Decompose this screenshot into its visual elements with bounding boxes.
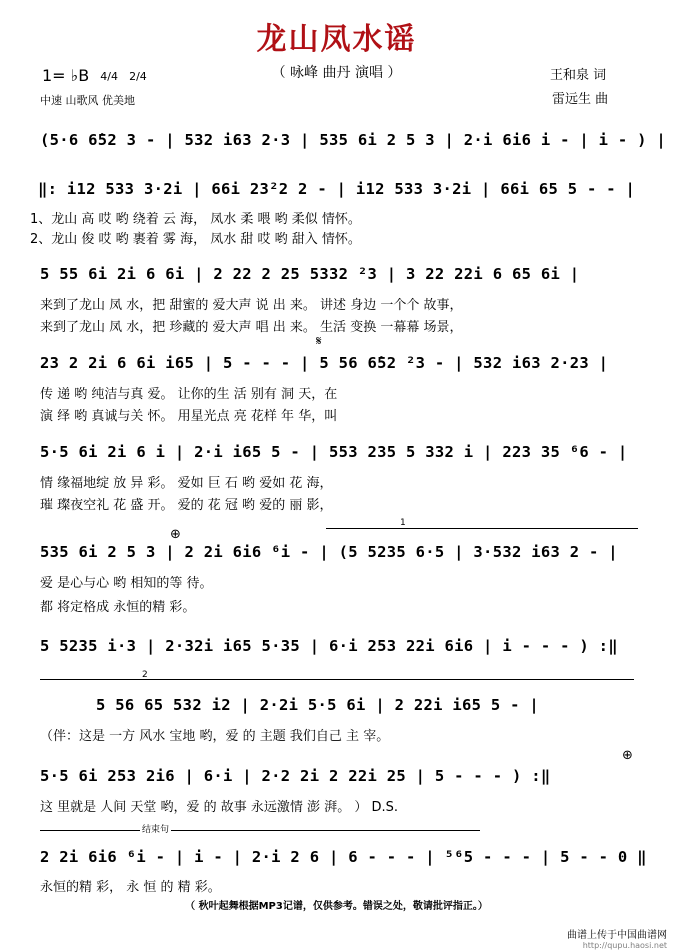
ending-label: 结束句: [140, 822, 171, 835]
coda-mark-2: ⊕: [622, 748, 633, 763]
notation-row-4: 5·5 6i 2i 6 i | 2·i i65 5 - | 553 235 5 332 i | 223 35 ⁶6 - |: [40, 443, 628, 461]
lyricist-credit: 王和泉 词: [550, 68, 607, 83]
notation-row-6: 5 5235 i·3 | 2·32i i65 5·35 | 6·i 253 22i 6i6 | i - - - ) :‖: [40, 637, 618, 655]
lyric-row-4-verse-1: 情 缘福地绽 放 异 彩。 爱如 巨 石 哟 爱如 花 海，: [40, 476, 333, 491]
composer-credit: 雷远生 曲: [552, 92, 609, 107]
volta-1-number: 1: [400, 518, 406, 528]
lyric-row-4-verse-2: 璀 璨夜空礼 花 盛 开。 爱的 花 冠 哟 爱的 丽 影，: [40, 498, 333, 513]
notation-row-intro: (5·6 6̇52 3 - | 532 i63 2·3 | 535 6i 2 5 3 | 2·i 6i6 i - | i - ) |: [40, 131, 667, 149]
lyric-row-1-verse-2: 2、龙山 俊 哎 哟 裹着 雾 海， 凤水 甜 哎 哟 甜入 情怀。: [30, 232, 361, 247]
notation-row-3: 23 2 2i 6 6i i65 | 5 - - - | 5 56 6̇52 ²3 - | 532 i63 2·23 |: [40, 354, 609, 372]
volta-2-number: 2: [142, 670, 148, 680]
song-title: 龙山凤水谣: [256, 22, 417, 57]
notation-row-1: ‖: i12 533 3·2i | 66i 23²2 2 - | i12 533 3·2i | 66i 65 5 - - |: [38, 180, 636, 198]
lyric-row-9: 永恒的精 彩， 永 恒 的 精 彩。: [40, 880, 221, 895]
key-label: 1= ♭B: [42, 66, 90, 85]
upload-text: 曲谱上传于中国曲谱网: [567, 930, 667, 941]
lyric-row-5-verse-1: 爱 是心与心 哟 相知的等 待。: [40, 576, 213, 591]
lyric-row-2-verse-1: 来到了龙山 凤 水，把 甜蜜的 爱大声 说 出 来。 讲述 身边 一个个 故事，: [40, 298, 463, 313]
upload-credit: [567, 926, 667, 950]
time-signature-a: 4/4: [100, 69, 118, 83]
volta-1-bracket: [326, 528, 638, 529]
coda-mark: ⊕: [170, 527, 181, 542]
lyric-row-8: 这 里就是 人间 天堂 哟，爱 的 故事 永远激情 澎 湃。 ） D.S.: [40, 800, 398, 815]
key-signature: [42, 66, 147, 85]
notation-row-9: 2 2i 6i6 ⁶i - | i - | 2·i 2 6 | 6 - - - | ⁵⁶5 - - - | 5 - - 0 ‖: [40, 848, 647, 866]
lyric-row-3-verse-2: 演 绎 哟 真诚与关 怀。 用星光点 亮 花样 年 华，叫: [40, 409, 338, 424]
lyric-row-1-verse-1: 1、龙山 高 哎 哟 绕着 云 海， 凤水 柔 喂 哟 柔似 情怀。: [30, 212, 361, 227]
notation-row-8: 5·5 6i 253 2i6 | 6·i | 2·2 2i 2 22i 25 | 5 - - - ) :‖: [40, 767, 551, 785]
lyric-row-5-verse-2: 都 将定格成 永恒的精 彩。: [40, 600, 196, 615]
ending-bracket: [40, 830, 480, 831]
tempo-marking: 中速 山歌风 优美地: [40, 94, 135, 107]
volta-2-bracket: [40, 679, 634, 680]
time-signature-b: 2/4: [129, 69, 147, 83]
notation-row-7: 5 56 65 532 i2 | 2·2i 5·5 6i | 2 22i i65 5 - |: [96, 696, 540, 714]
notation-row-2: 5 55 6i 2i 6 6i | 2 22 2 25 5332 ²3 | 3 22 22i 6 65 6i |: [40, 265, 580, 283]
upload-url: http://qupu.haosi.net: [582, 941, 667, 950]
lyric-row-7: （伴：这是 一方 风水 宝地 哟，爱 的 主题 我们自己 主 宰。: [40, 729, 390, 744]
notation-row-5: 535 6i 2 5 3 | 2 2i 6i6 ⁶i - | (5 5235 6·5 | 3·532 i63 2 - |: [40, 543, 618, 561]
transcription-note: （ 秋叶起舞根据MP3记谱，仅供参考。错误之处，敬请批评指正。）: [185, 901, 488, 912]
segno-mark: 𝄋: [316, 334, 322, 349]
lyric-row-2-verse-2: 来到了龙山 凤 水，把 珍藏的 爱大声 唱 出 来。 生活 变换 一幕幕 场景，: [40, 320, 463, 335]
performers: （ 咏峰 曲丹 演唱 ）: [271, 65, 402, 81]
lyric-row-3-verse-1: 传 递 哟 纯洁与真 爱。 让你的生 活 别有 洞 天，在: [40, 387, 338, 402]
